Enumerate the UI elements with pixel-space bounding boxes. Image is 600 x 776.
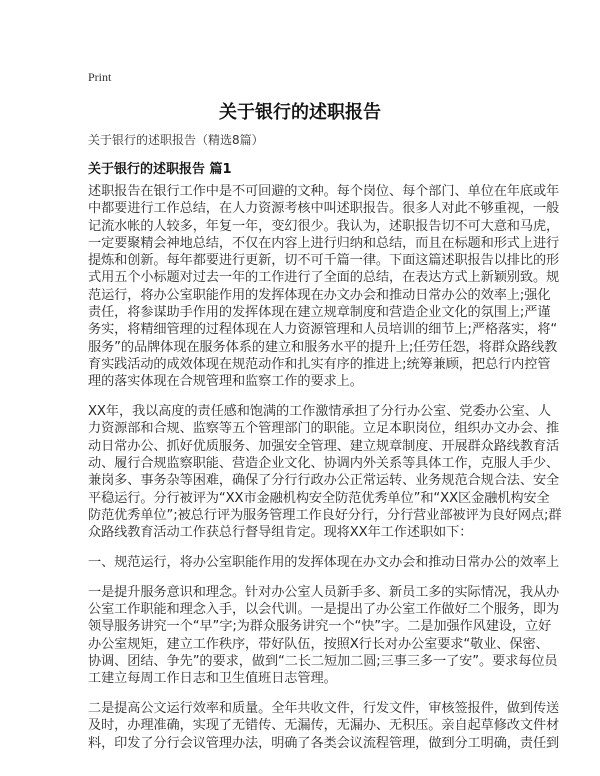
- paragraph-line: 料，印发了分行会议管理办法，明确了各类会议流程管理，做到分工明确，责任到: [88, 735, 560, 751]
- paragraph-line: 式用五个小标题对过去一年的工作进行了全面的总结，在表达方式上新颖别致。规: [88, 270, 560, 286]
- paragraph-line: 范运行，将办公室职能作用的发挥体现在办文办会和推动日常办公的效率上;强化: [88, 287, 551, 303]
- paragraph-line: 工建立每周工作日志和卫生值班日志管理。: [88, 671, 337, 687]
- paragraph-line: 责任，将参谋助手作用的发挥体现在建立规章制度和营造企业文化的氛围上;严谨: [88, 305, 551, 321]
- paragraph-line: 动日常办公、抓好优质服务、加强安全管理、建立规章制度、开展群众路线教育活: [88, 438, 560, 454]
- section-heading: 关于银行的述职报告 篇1: [88, 162, 232, 177]
- paragraph: [88, 554, 560, 571]
- paragraph-line: 一定要聚精会神地总结，不仅在内容上进行归纳和总结，而且在标题和形式上进行: [88, 235, 560, 251]
- paragraph: [88, 403, 562, 541]
- paragraph-line: 力资源部和合规、监察等五个管理部门的职能。立足本职岗位，组织办文办会、推: [88, 421, 560, 437]
- paragraph: [88, 700, 560, 752]
- paragraph-line: 办公室规矩，建立工作秩序，带好队伍，按照X行长对办公室要求“敬业、保密、: [88, 636, 549, 652]
- paragraph-line: 务实，将精细管理的过程体现在人力资源管理和人员培训的细节上;严格落实，将“: [88, 322, 558, 338]
- document-subtitle: 关于银行的述职报告（精选8篇）: [88, 133, 264, 147]
- paragraph-line: 二是提高公文运行效率和质量。全年共收文件，行发文件，审核签报件，做到传送: [88, 701, 560, 717]
- paragraph: [88, 183, 560, 391]
- paragraph-line: 协调、团结、争先”的要求，做到“二长二短加二圆;三事三多一了安”。要求每位员: [88, 653, 558, 669]
- paragraph: [88, 584, 560, 688]
- paragraph-line: 述职报告在银行工作中是不可回避的文种。每个岗位、每个部门、单位在年底或年: [88, 184, 560, 199]
- paragraph-line: 领导服务讲究一个“早”字;为群众服务讲究一个“快”字。二是加强作风建设，立好: [88, 619, 552, 635]
- paragraph-line: 一是提升服务意识和理念。针对办公室人员新手多、新员工多的实际情况，我从办: [88, 584, 560, 600]
- paragraph-line: 一、规范运行，将办公室职能作用的发挥体现在办文办会和推动日常办公的效率上: [88, 554, 560, 570]
- paragraph-line: 育实践活动的成效体现在规范动作和扎实有序的推进上;统筹兼顾，把总行内控管: [88, 356, 551, 372]
- paragraph-line: 动、履行合规监察职能、营造企业文化、协调内外关系等具体工作，克服人手少、: [88, 455, 560, 471]
- paragraph-line: 服务”的品牌体现在服务体系的建立和服务水平的提升上;任劳任怨，将群众路线教: [88, 339, 558, 355]
- paragraph-line: 理的落实体现在合规管理和监察工作的要求上。: [88, 374, 363, 390]
- paragraph-line: 平稳运行。分行被评为“XX市金融机构安全防范优秀单位”和“XX区金融机构安全: [88, 490, 550, 506]
- paragraph-line: 兼岗多、事务杂等困难，确保了分行行政办公正常运转、业务规范合规合法、安全: [88, 473, 560, 489]
- paragraph-line: XX年，我以高度的责任感和饱满的工作激情承担了分行办公室、党委办公室、人: [88, 404, 551, 420]
- page-title: 关于银行的述职报告: [219, 102, 381, 123]
- print-link[interactable]: Print: [88, 70, 112, 84]
- paragraph-line: 记流水帐的人较多，年复一年，变幻很少。我认为，述职报告切不可大意和马虎，: [88, 218, 560, 234]
- paragraph-line: 及时，办理准确，实现了无错传、无漏传，无漏办、无积压。亲自起草修改文件材: [88, 718, 560, 734]
- paragraph-line: 中都要进行工作总结，在人力资源考核中叫述职报告。很多人对此不够重视，一般: [88, 201, 560, 217]
- paragraph-line: 提炼和创新。每年都要进行更新，切不可千篇一律。下面这篇述职报告以排比的形: [88, 253, 560, 269]
- document-body: [88, 183, 562, 764]
- paragraph-line: 防范优秀单位”;被总行评为服务管理工作良好分行，分行营业部被评为良好网点;群: [88, 507, 562, 523]
- paragraph-line: 公室工作职能和理念入手，以会代训。一是提出了办公室工作做好二个服务，即为: [88, 602, 560, 618]
- paragraph-line: 众路线教育活动工作获总行督导组肯定。现将XX年工作述职如下：: [88, 525, 473, 541]
